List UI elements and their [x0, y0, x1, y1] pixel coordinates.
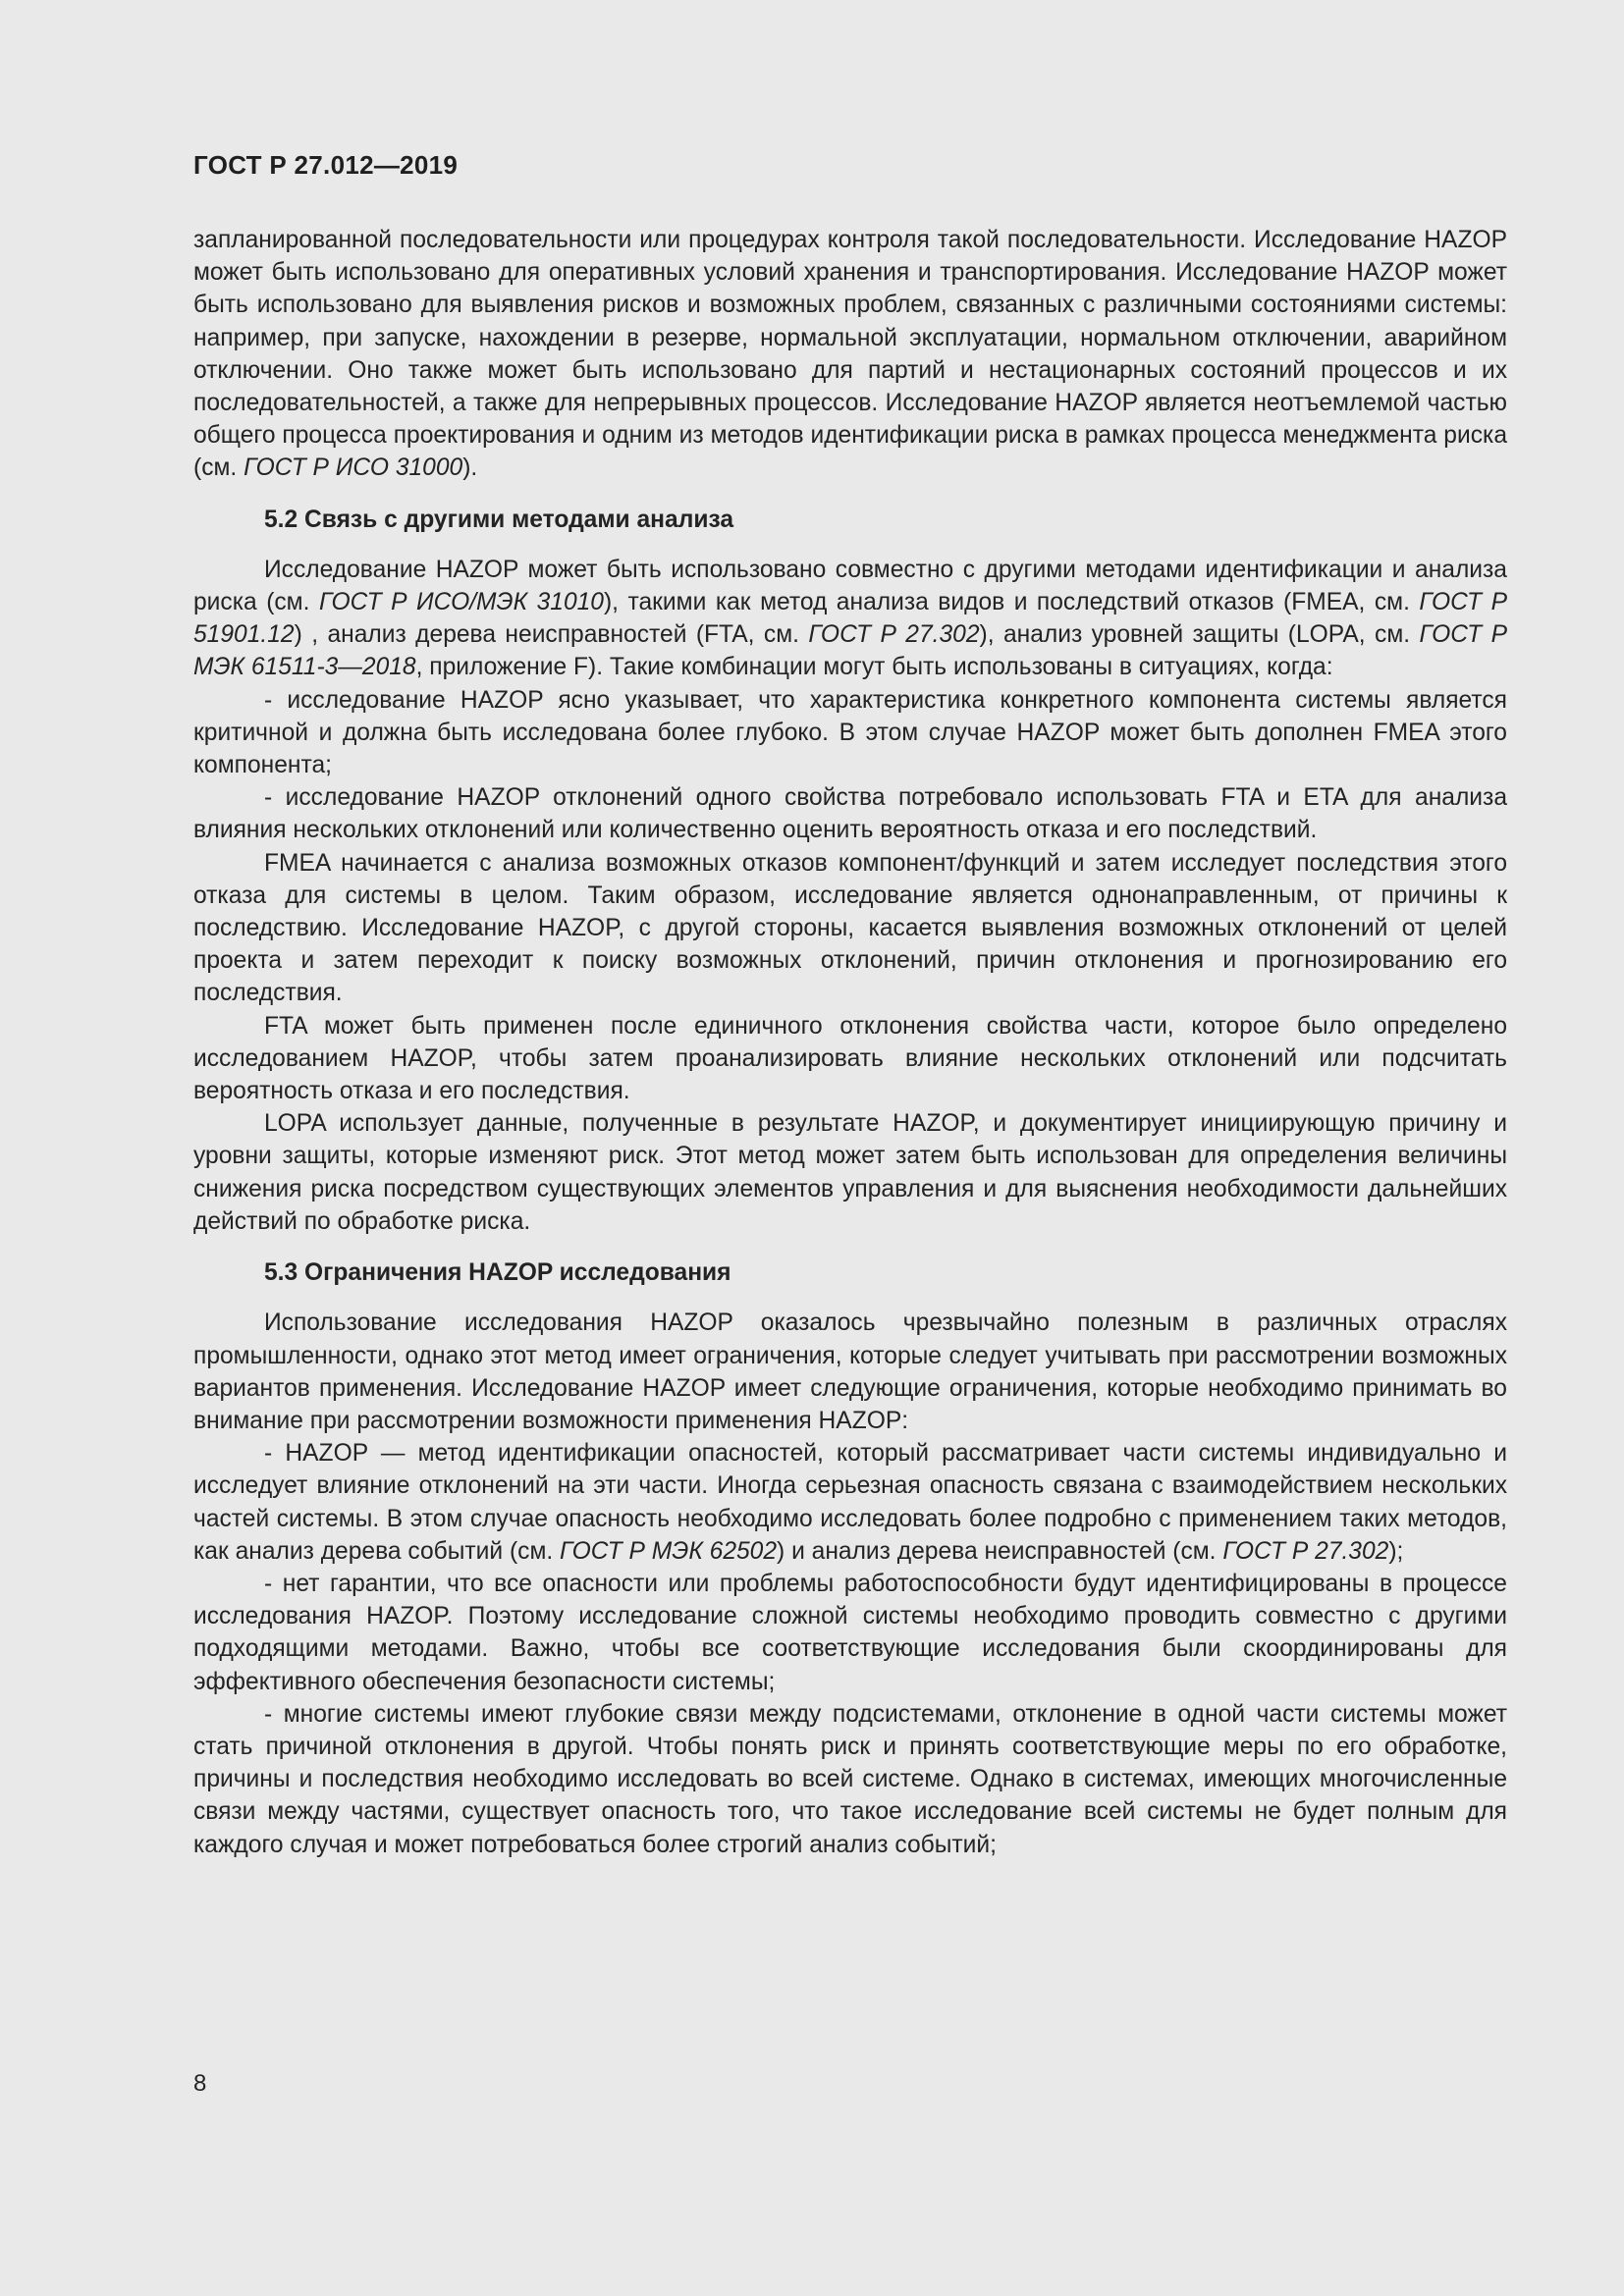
section-5-3-paragraph-1: Использование исследования HAZOP оказалось чрезвычайно полезным в различных отраслях промышленности, однако этот метод имеет ограничения, которые следует учитывать при рассмотрении возможных вариантов применения. Исследование HAZOP имеет следующие ограничения, которые необходимо принимать во внимание при рассмотрении возможности применения HAZOP:: [193, 1309, 1507, 1434]
paragraph-intro: запланированной последовательности или процедурах контроля такой последовательности. Исследование HAZOP может быть использовано для оперативных условий хранения и транспортирования. Исследование HAZOP может быть использовано для выявления рисков и возможных проблем, связанных с различными состояниями системы: например, при запуске, нахождении в резерве, нормальной эксплуатации, нормальном отключении, аварийном отключении. Оно также может быть использовано для партий и нестационарных состояний процессов и их последовательностей, а также для непрерывных процессов. Исследование HAZOP является неотъемлемой частью общего процесса проектирования и одним из методов идентификации риска в рамках процесса менеджмента риска (см. ГОСТ Р ИСО 31000).: [193, 227, 1507, 482]
section-5-3-heading: 5.3 Ограничения HAZOP исследования: [264, 1259, 731, 1287]
section-5-3-list-item-2: - нет гарантии, что все опасности или проблемы работоспособности будут идентифицированы в процессе исследования HAZOP. Поэтому исследование сложной системы необходимо проводить совместно с другими подходящими методами. Важно, чтобы все соответствующие исследования были скоординированы для эффективного обеспечения безопасности системы;: [193, 1570, 1507, 1695]
section-5-3-list-item-1: - HAZOP — метод идентификации опасностей, который рассматривает части системы индивидуально и исследует влияние отклонений на эти части. Иногда серьезная опасность связана с взаимодействием нескольких частей системы. В этом случае опасность необходимо исследовать более подробно с применением таких методов, как анализ дерева событий (см. ГОСТ Р МЭК 62502) и анализ дерева неисправностей (см. ГОСТ Р 27.302);: [193, 1440, 1507, 1565]
reference-gost-iso-iec-31010: ГОСТ Р ИСО/МЭК 31010: [318, 589, 604, 616]
section-5-2-list-item-1: - исследование HAZOP ясно указывает, что характеристика конкретного компонента системы является критичной и должна быть исследована более глубоко. В этом случае HAZOP может быть дополнен FMEA этого компонента;: [193, 686, 1507, 779]
section-5-2-heading: 5.2 Связь с другими методами анализа: [264, 506, 734, 533]
section-5-2-list-item-2: - исследование HAZOP отклонений одного свойства потребовало использовать FTA и ETA для анализа влияния нескольких отклонений или количественно оценить вероятность отказа и его последствий.: [193, 784, 1507, 844]
document-body: [193, 224, 1507, 1861]
section-5-2-paragraph-1: Исследование HAZOP может быть использовано совместно с другими методами идентификации и анализа риска (см. ГОСТ Р ИСО/МЭК 31010), такими как метод анализа видов и последствий отказов (FMEA, см. ГОСТ Р 51901.12) , анализ дерева неисправностей (FTA, см. ГОСТ Р 27.302), анализ уровней защиты (LOPA, см. ГОСТ Р МЭК 61511-3—2018, приложение F). Такие комбинации могут быть использованы в ситуациях, когда:: [193, 556, 1507, 681]
reference-gost-iec-61511-3: ГОСТ Р МЭК 61511-3—2018: [193, 621, 1507, 681]
reference-gost-27-302: ГОСТ Р 27.302: [808, 621, 980, 649]
reference-gost-27-302-second: ГОСТ Р 27.302: [1222, 1537, 1389, 1565]
reference-gost-iso-31000: ГОСТ Р ИСО 31000: [244, 454, 463, 482]
section-5-2-paragraph-lopa: LOPA использует данные, полученные в результате HAZOP, и документирует инициирующую причину и уровни защиты, которые изменяют риск. Этот метод может затем быть использован для определения величины снижения риска посредством существующих элементов управления и для выяснения необходимости дальнейших действий по обработке риска.: [193, 1110, 1507, 1235]
section-5-2-paragraph-fmea: FMEA начинается с анализа возможных отказов компонент/функций и затем исследует последствия этого отказа для системы в целом. Таким образом, исследование является однонаправленным, от причины к последствию. Исследование HAZOP, с другой стороны, касается выявления возможных отклонений от целей проекта и затем переходит к поиску возможных отклонений, причин отклонения и прогнозированию его последствия.: [193, 849, 1507, 1007]
reference-gost-iec-62502: ГОСТ Р МЭК 62502: [560, 1537, 778, 1565]
reference-gost-51901-12: ГОСТ Р 51901.12: [193, 589, 1507, 649]
section-5-3-list-item-3: - многие системы имеют глубокие связи между подсистемами, отклонение в одной части системы может стать причиной отклонения в другой. Чтобы понять риск и принять соответствующие меры по его обработке, причины и последствия необходимо исследовать во всей системе. Однако в системах, имеющих многочисленные связи между частями, существует опасность того, что такое исследование всей системы не будет полным для каждого случая и может потребоваться более строгий анализ событий;: [193, 1700, 1507, 1858]
document-header: ГОСТ Р 27.012—2019: [193, 150, 459, 180]
page-number: 8: [193, 2070, 207, 2097]
section-5-2-paragraph-fta: FTA может быть применен после единичного отклонения свойства части, которое было определено исследованием HAZOP, чтобы затем проанализировать влияние нескольких отклонений или подсчитать вероятность отказа и его последствия.: [193, 1012, 1507, 1105]
